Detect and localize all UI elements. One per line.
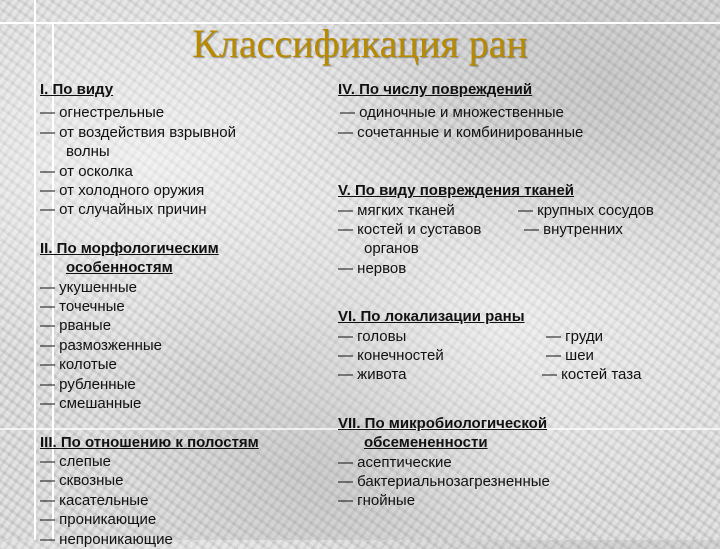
list-item: — головы xyxy=(338,327,407,345)
list-item: — проникающие xyxy=(40,511,157,529)
list-item: — мягких тканей xyxy=(338,201,455,219)
list-item: — груди xyxy=(546,327,603,345)
list-item: — крупных сосудов xyxy=(518,201,654,219)
list-item: — укушенные xyxy=(40,278,137,296)
frame-line-vertical-left xyxy=(34,0,36,540)
section-header-morphology-cont: особенностям xyxy=(66,259,173,277)
list-item: — касательные xyxy=(40,491,149,509)
list-item: волны xyxy=(66,143,110,161)
list-item: — гнойные xyxy=(338,492,416,510)
list-item: — одиночные и множественные xyxy=(340,104,564,122)
list-item: — внутренних xyxy=(524,221,623,239)
list-item: — непроникающие xyxy=(40,530,173,548)
list-item: — конечностей xyxy=(338,347,444,365)
list-item: — костей и суставов xyxy=(338,221,482,239)
list-item: — от воздействия взрывной xyxy=(40,123,236,141)
section-header-morphology: II. По морфологическим xyxy=(40,239,219,257)
list-row xyxy=(338,346,708,365)
list-item: — от осколка xyxy=(40,162,133,180)
list-item: — размозженные xyxy=(40,336,162,354)
list-item: — огнестрельные xyxy=(40,104,165,122)
list-row xyxy=(338,201,708,220)
list-item: — сочетанные и комбинированные xyxy=(338,123,584,141)
list-item: органов xyxy=(364,240,419,258)
list-item: — от холодного оружия xyxy=(40,182,205,200)
list-item: — рубленные xyxy=(40,375,136,393)
list-item: — колотые xyxy=(40,356,117,374)
list-item: — сквозные xyxy=(40,472,124,490)
list-item: — смешанные xyxy=(40,395,142,413)
list-row xyxy=(338,365,708,384)
left-column xyxy=(40,80,330,549)
section-header-by-type: I. По виду xyxy=(40,81,114,98)
section-header-count: IV. По числу повреждений xyxy=(338,81,533,98)
section-header-cavities: III. По отношению к полостям xyxy=(40,433,259,451)
page-title: Классификация ран xyxy=(192,21,528,66)
list-item: — слепые xyxy=(40,452,112,470)
list-item: — бактериальнозагрезненные xyxy=(338,473,550,491)
section-header-microbial: VII. По микробиологической xyxy=(338,414,548,432)
list-item: — от случайных причин xyxy=(40,201,207,219)
list-row xyxy=(338,220,708,239)
section-header-microbial-cont: обсемененности xyxy=(364,434,488,452)
list-item: — шеи xyxy=(546,347,594,365)
list-item: — нервов xyxy=(338,259,407,277)
right-column xyxy=(338,80,708,511)
section-header-location: VI. По локализации раны xyxy=(338,308,525,326)
list-item: — живота xyxy=(338,366,407,384)
list-row xyxy=(338,327,708,346)
list-item: — асептические xyxy=(338,453,452,471)
list-item: — костей таза xyxy=(542,366,642,384)
list-item: — рваные xyxy=(40,317,112,335)
list-item: — точечные xyxy=(40,298,125,316)
section-header-tissue: V. По виду повреждения тканей xyxy=(338,182,575,200)
